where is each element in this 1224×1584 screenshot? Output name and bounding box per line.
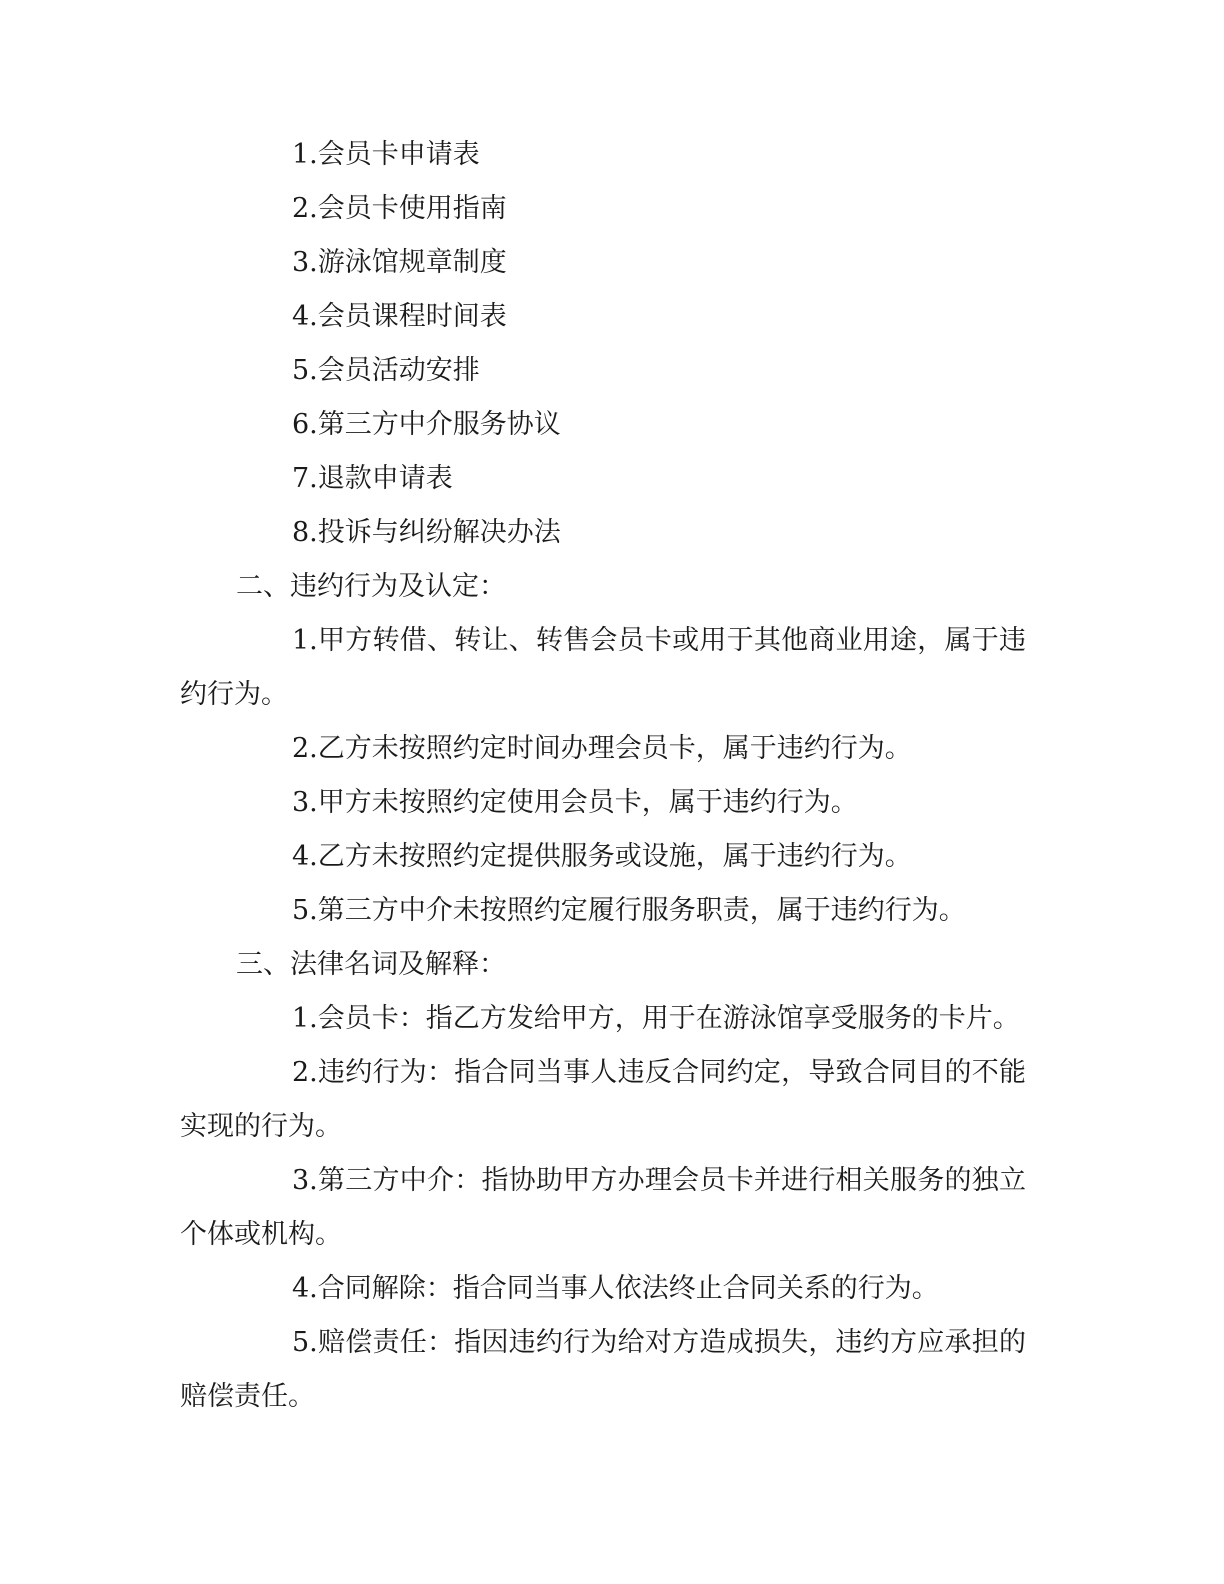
paragraph bbox=[180, 992, 1026, 1046]
paragraph-text: 赔偿责任：指因违约行为给对方造成损失，违约方应承担的赔偿责任。 bbox=[180, 1327, 1026, 1412]
item-number: 5. bbox=[292, 895, 318, 926]
paragraph bbox=[180, 614, 1026, 722]
paragraph-text: 甲方未按照约定使用会员卡，属于违约行为。 bbox=[317, 787, 858, 818]
item-number: 2. bbox=[292, 733, 318, 764]
item-number: 7. bbox=[292, 463, 318, 494]
paragraph bbox=[180, 344, 1026, 398]
paragraph-text: 违约行为：指合同当事人违反合同约定，导致合同目的不能实现的行为。 bbox=[180, 1057, 1026, 1142]
item-number: 4. bbox=[292, 841, 318, 872]
paragraph bbox=[180, 398, 1026, 452]
paragraph-text: 会员卡使用指南 bbox=[317, 193, 507, 224]
paragraph bbox=[180, 830, 1026, 884]
paragraph-text: 会员卡申请表 bbox=[317, 139, 480, 170]
paragraph-text: 乙方未按照约定提供服务或设施，属于违约行为。 bbox=[317, 841, 912, 872]
item-number: 2. bbox=[292, 193, 318, 224]
item-number: 5. bbox=[292, 355, 318, 386]
paragraph bbox=[180, 506, 1026, 560]
paragraph-text: 投诉与纠纷解决办法 bbox=[317, 517, 561, 548]
item-number: 3. bbox=[292, 247, 318, 278]
item-number: 4. bbox=[292, 301, 318, 332]
item-number: 3. bbox=[292, 787, 318, 818]
document-page bbox=[180, 128, 1026, 1424]
item-number: 1. bbox=[292, 139, 318, 170]
paragraph bbox=[180, 236, 1026, 290]
item-number: 1. bbox=[292, 1003, 318, 1034]
paragraph bbox=[180, 776, 1026, 830]
paragraph bbox=[180, 1046, 1026, 1154]
paragraph-text: 甲方转借、转让、转售会员卡或用于其他商业用途，属于违约行为。 bbox=[180, 625, 1026, 710]
item-number: 3. bbox=[292, 1165, 318, 1196]
paragraph-text: 乙方未按照约定时间办理会员卡，属于违约行为。 bbox=[317, 733, 912, 764]
item-number: 4. bbox=[292, 1273, 318, 1304]
item-number: 1. bbox=[292, 625, 318, 656]
paragraph-text: 第三方中介服务协议 bbox=[317, 409, 561, 440]
section-heading bbox=[180, 560, 1026, 614]
section-heading-text: 三、法律名词及解释： bbox=[236, 949, 506, 980]
paragraph-text: 第三方中介：指协助甲方办理会员卡并进行相关服务的独立个体或机构。 bbox=[180, 1165, 1026, 1250]
paragraph bbox=[180, 884, 1026, 938]
paragraph bbox=[180, 182, 1026, 236]
paragraph-text: 会员活动安排 bbox=[317, 355, 480, 386]
paragraph-text: 会员课程时间表 bbox=[317, 301, 507, 332]
paragraph bbox=[180, 1316, 1026, 1424]
paragraph bbox=[180, 1262, 1026, 1316]
paragraph bbox=[180, 128, 1026, 182]
section-heading bbox=[180, 938, 1026, 992]
paragraph-text: 退款申请表 bbox=[317, 463, 453, 494]
paragraph bbox=[180, 722, 1026, 776]
paragraph-text: 会员卡：指乙方发给甲方，用于在游泳馆享受服务的卡片。 bbox=[317, 1003, 1020, 1034]
paragraph bbox=[180, 452, 1026, 506]
item-number: 5. bbox=[292, 1327, 318, 1358]
section-heading-text: 二、违约行为及认定： bbox=[236, 571, 506, 602]
item-number: 6. bbox=[292, 409, 318, 440]
paragraph-text: 游泳馆规章制度 bbox=[317, 247, 507, 278]
item-number: 8. bbox=[292, 517, 318, 548]
paragraph bbox=[180, 290, 1026, 344]
paragraph-text: 第三方中介未按照约定履行服务职责，属于违约行为。 bbox=[317, 895, 966, 926]
item-number: 2. bbox=[292, 1057, 318, 1088]
paragraph bbox=[180, 1154, 1026, 1262]
paragraph-text: 合同解除：指合同当事人依法终止合同关系的行为。 bbox=[317, 1273, 939, 1304]
